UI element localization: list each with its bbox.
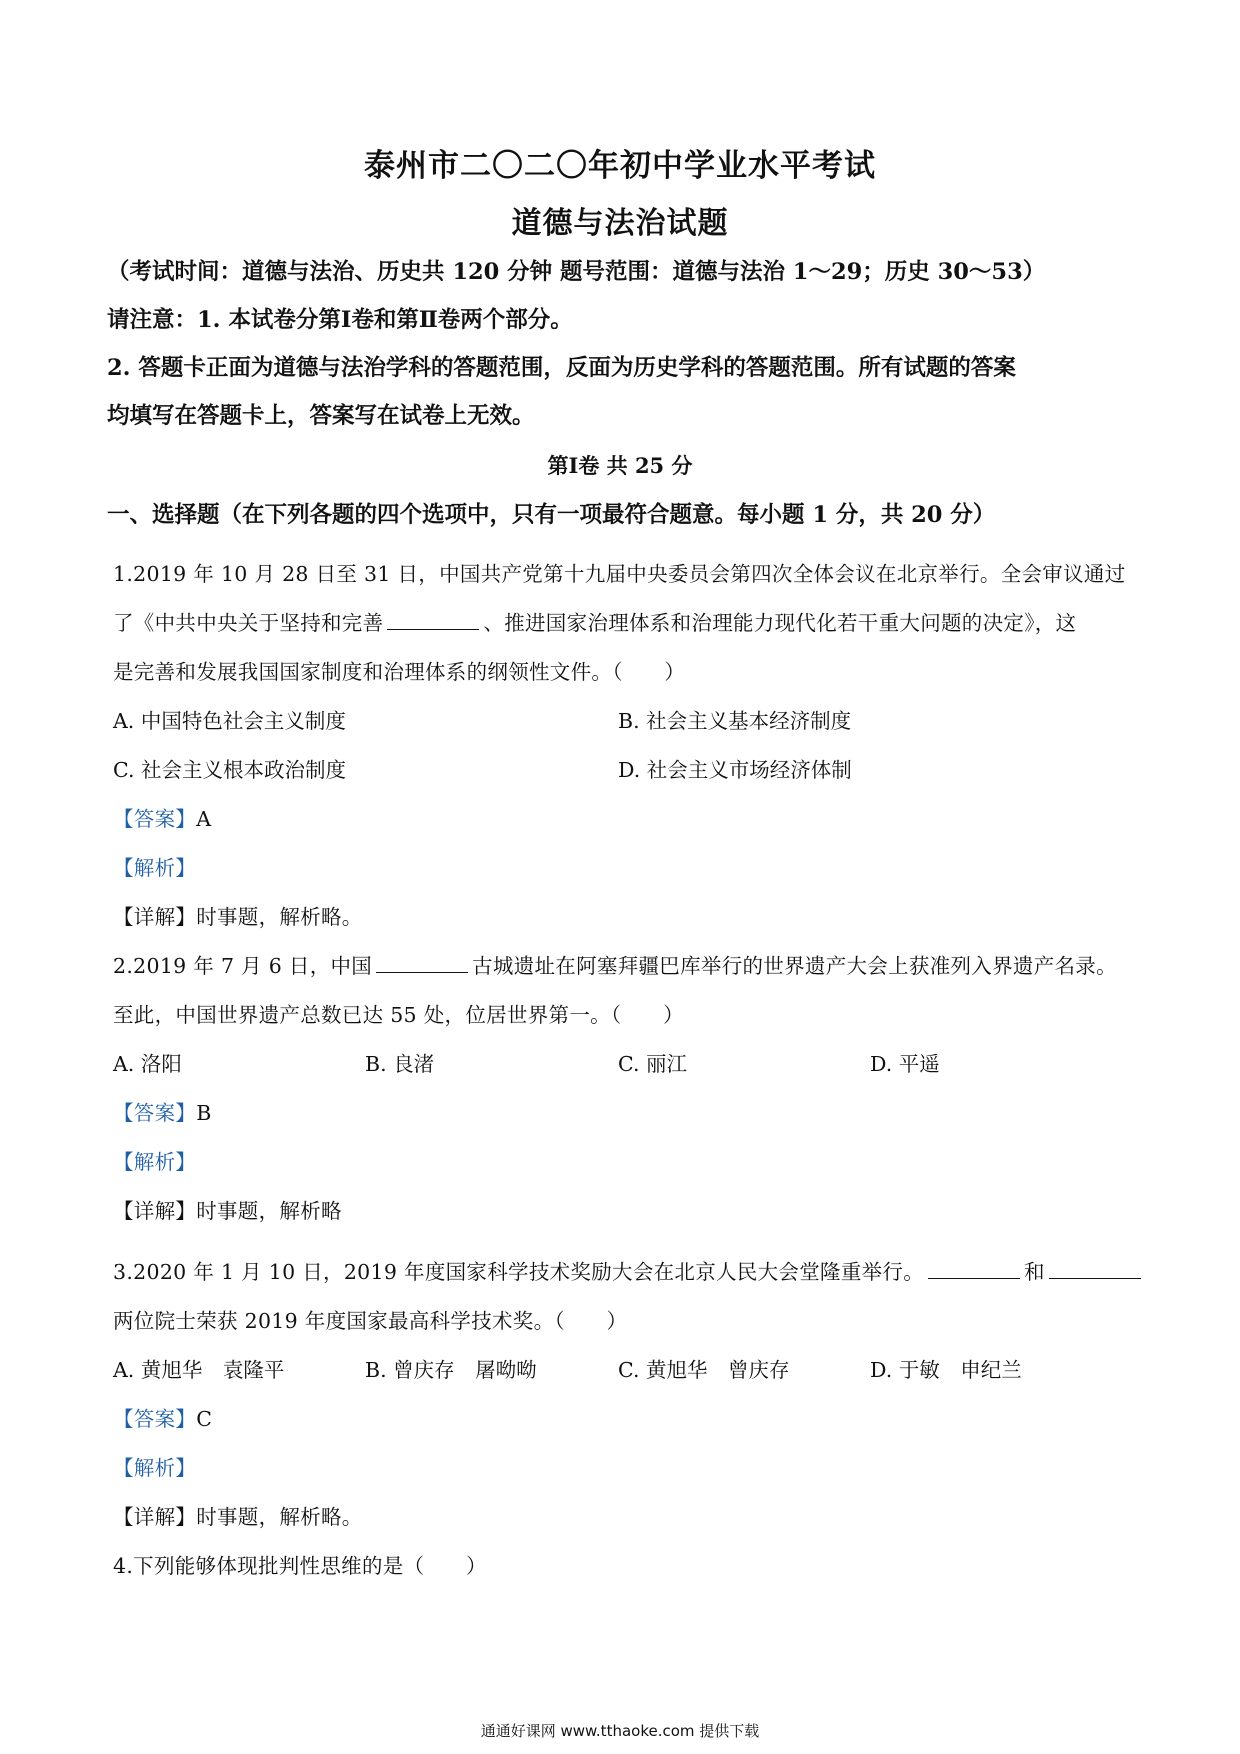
q2-option-c: C. 丽江 xyxy=(618,1052,687,1076)
exam-time-note: （考试时间：道德与法治、历史共 120 分钟 题号范围：道德与法治 1～29；历史 30～53） xyxy=(107,259,1046,285)
q3-blank-1 xyxy=(928,1260,1020,1279)
q1-line-2-start: 了《中共中央关于坚持和完善 xyxy=(113,611,384,635)
q1-answer xyxy=(113,802,211,832)
q3-answer xyxy=(113,1402,212,1432)
q3-line-1 xyxy=(113,1255,1145,1285)
q1-line-1: 1.2019 年 10 月 28 日至 31 日，中国共产党第十九届中央委员会第四次全体会议在北京举行。全会审议通过 xyxy=(113,562,1126,586)
q1-line-3: 是完善和发展我国国家制度和治理体系的纲领性文件。（ ） xyxy=(113,660,686,684)
q2-answer xyxy=(113,1096,212,1126)
q3-line-2: 两位院士荣获 2019 年度国家最高科学技术奖。（ ） xyxy=(113,1309,628,1333)
q1-option-d: D. 社会主义市场经济体制 xyxy=(618,758,852,782)
q2-line-1 xyxy=(113,949,1117,979)
q3-detail xyxy=(113,1500,363,1530)
q3-option-c: C. 黄旭华 曾庆存 xyxy=(618,1358,790,1382)
note-2-line-2: 均填写在答题卡上，答案写在试卷上无效。 xyxy=(107,403,535,429)
q2-answer-value: B xyxy=(196,1101,212,1125)
detail-tag: 【详解】 xyxy=(113,905,197,929)
exam-title: 泰州市二〇二〇年初中学业水平考试 xyxy=(364,148,876,184)
section-heading: 一、选择题（在下列各题的四个选项中，只有一项最符合题意。每小题 1 分，共 20 分） xyxy=(107,502,996,528)
q3-option-b: B. 曾庆存 屠呦呦 xyxy=(365,1358,537,1382)
q2-option-b: B. 良渚 xyxy=(365,1052,435,1076)
detail-tag: 【详解】 xyxy=(113,1199,197,1223)
q2-detail-text: 时事题，解析略 xyxy=(196,1199,342,1223)
q1-option-c: C. 社会主义根本政治制度 xyxy=(113,758,346,782)
q1-analysis-tag: 【解析】 xyxy=(113,856,197,880)
q3-option-d: D. 于敏 申纪兰 xyxy=(870,1358,1022,1382)
answer-tag: 【答案】 xyxy=(113,1101,197,1125)
q2-line-1-start: 2.2019 年 7 月 6 日，中国 xyxy=(113,954,373,978)
q3-line-1-and: 和 xyxy=(1024,1260,1045,1284)
q2-line-2: 至此，中国世界遗产总数已达 55 处，位居世界第一。（ ） xyxy=(113,1003,684,1027)
detail-tag: 【详解】 xyxy=(113,1505,197,1529)
q1-line-2-end: 、推进国家治理体系和治理能力现代化若干重大问题的决定》，这 xyxy=(483,611,1077,635)
q2-option-a: A. 洛阳 xyxy=(113,1052,182,1076)
q1-detail-text: 时事题，解析略。 xyxy=(196,905,363,929)
note-2-line-1: 2. 答题卡正面为道德与法治学科的答题范围，反面为历史学科的答题范围。所有试题的答案 xyxy=(107,355,1016,381)
answer-tag: 【答案】 xyxy=(113,807,197,831)
q1-blank xyxy=(387,611,479,630)
q2-option-d: D. 平遥 xyxy=(870,1052,940,1076)
q1-answer-value: A xyxy=(196,807,212,831)
q1-option-b: B. 社会主义基本经济制度 xyxy=(618,709,852,733)
q2-detail xyxy=(113,1194,342,1224)
q2-blank xyxy=(376,954,468,973)
q3-detail-text: 时事题，解析略。 xyxy=(196,1505,363,1529)
q3-blank-2 xyxy=(1049,1260,1141,1279)
q1-detail xyxy=(113,900,363,930)
q3-option-a: A. 黄旭华 袁隆平 xyxy=(113,1358,285,1382)
q2-line-1-end: 古城遗址在阿塞拜疆巴库举行的世界遗产大会上获准列入界遗产名录。 xyxy=(472,954,1117,978)
q4-line-1: 4.下列能够体现批判性思维的是（ ） xyxy=(113,1554,487,1578)
q1-option-a: A. 中国特色社会主义制度 xyxy=(113,709,346,733)
footer-text: 通通好课网 www.tthaoke.com 提供下载 xyxy=(480,1722,760,1740)
q3-analysis-tag: 【解析】 xyxy=(113,1456,197,1480)
q2-analysis-tag: 【解析】 xyxy=(113,1150,197,1174)
q1-line-2 xyxy=(113,606,1076,636)
answer-tag: 【答案】 xyxy=(113,1407,197,1431)
note-1: 请注意：1. 本试卷分第Ⅰ卷和第Ⅱ卷两个部分。 xyxy=(107,307,573,333)
q3-answer-value: C xyxy=(196,1407,213,1431)
volume-heading: 第Ⅰ卷 共 25 分 xyxy=(547,453,693,478)
q3-line-1-start: 3.2020 年 1 月 10 日，2019 年度国家科学技术奖励大会在北京人民大会堂隆重举行。 xyxy=(113,1260,925,1284)
exam-subtitle: 道德与法治试题 xyxy=(511,206,729,241)
